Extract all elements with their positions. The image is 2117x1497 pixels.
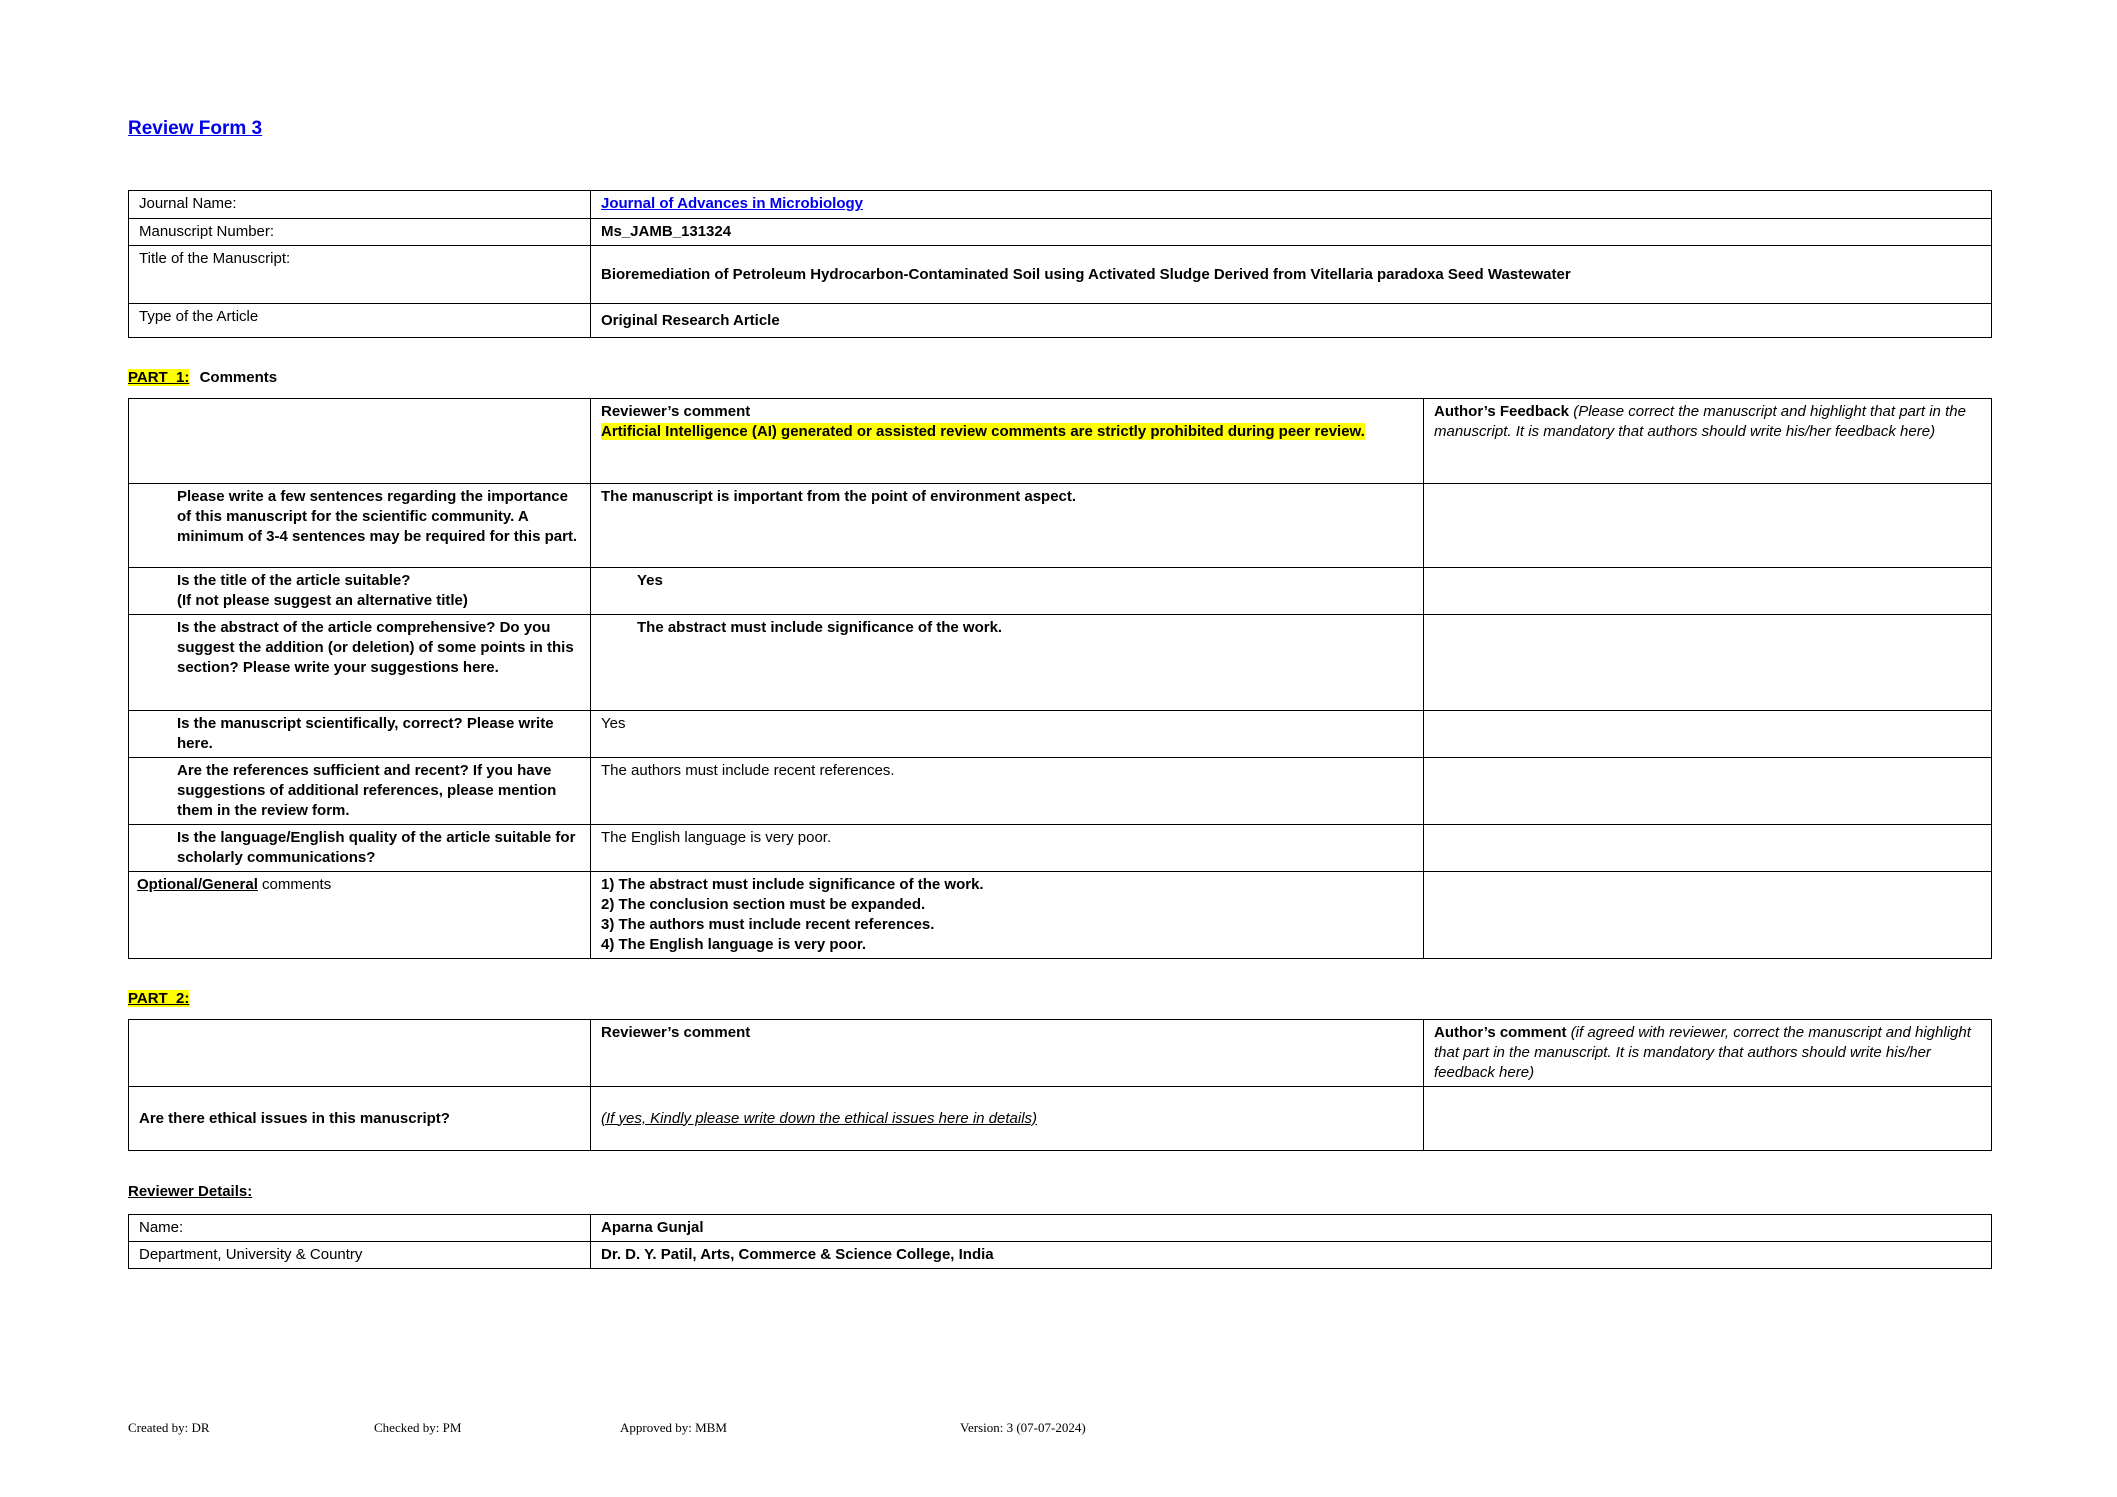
optional-general-label-strong: Optional/General — [137, 876, 258, 893]
optional-comment-line: 2) The conclusion section must be expanded. — [601, 896, 926, 913]
question-importance: Please write a few sentences regarding the importance of this manuscript for the scientific community. A minimum of 3-4 sentences may be required for this part. — [129, 484, 591, 568]
manuscript-info-table — [128, 190, 1992, 338]
reviewer-comment-language-quality: The English language is very poor. — [591, 825, 1424, 872]
footer-approved-by: Approved by: MBM — [620, 1420, 727, 1435]
part1-comments-table — [128, 398, 1992, 959]
part1-author-feedback-header-cell — [1424, 399, 1992, 484]
table-row — [129, 1087, 1992, 1151]
table-row — [129, 615, 1992, 711]
table-row — [129, 246, 1992, 304]
optional-general-label-rest: comments — [257, 876, 332, 893]
reviewer-name-label: Name: — [129, 1215, 591, 1242]
table-header-row — [129, 399, 1992, 484]
part2-label: PART 2: — [128, 990, 190, 1007]
author-feedback-header: Author’s Feedback — [1434, 403, 1570, 420]
author-feedback-cell — [1424, 711, 1992, 758]
question-title-suitable-line1: Is the title of the article suitable? — [177, 572, 411, 589]
table-row — [129, 191, 1992, 219]
table-row — [129, 758, 1992, 825]
optional-comment-line: 1) The abstract must include significance of the work. — [601, 876, 984, 893]
table-row — [129, 219, 1992, 246]
journal-link[interactable]: Journal of Advances in Microbiology — [601, 195, 863, 212]
table-row — [129, 568, 1992, 615]
question-title-suitable — [129, 568, 591, 615]
part2-author-comment-header: Author’s comment — [1434, 1024, 1567, 1041]
part1-header-empty-cell — [129, 399, 591, 484]
reviewer-comment-references: The authors must include recent references. — [591, 758, 1424, 825]
manuscript-title-value: Bioremediation of Petroleum Hydrocarbon-Contaminated Soil using Activated Sludge Derived from Vitellaria paradoxa Seed Wastewater — [591, 246, 1992, 304]
document-page — [128, 118, 1992, 1269]
question-ethical-issues: Are there ethical issues in this manuscript? — [129, 1087, 591, 1151]
article-type-value: Original Research Article — [591, 304, 1992, 338]
part2-table — [128, 1019, 1992, 1151]
manuscript-title-label: Title of the Manuscript: — [129, 246, 591, 304]
ai-warning-text: Artificial Intelligence (AI) generated or assisted review comments are strictly prohibited during peer review. — [601, 423, 1365, 440]
reviewer-comment-importance: The manuscript is important from the point of environment aspect. — [591, 484, 1424, 568]
optional-comment-line: 3) The authors must include recent references. — [601, 916, 935, 933]
manuscript-number-label: Manuscript Number: — [129, 219, 591, 246]
table-row — [129, 711, 1992, 758]
reviewer-comment-abstract: The abstract must include significance of the work. — [591, 615, 1424, 711]
question-language-quality: Is the language/English quality of the article suitable for scholarly communications? — [129, 825, 591, 872]
table-row — [129, 484, 1992, 568]
part1-label-suffix: Comments — [199, 369, 278, 386]
author-feedback-cell — [1424, 484, 1992, 568]
author-comment-cell — [1424, 1087, 1992, 1151]
journal-name-label: Journal Name: — [129, 191, 591, 219]
reviewer-affiliation-value: Dr. D. Y. Patil, Arts, Commerce & Science College, India — [591, 1242, 1992, 1269]
reviewer-comment-ethical-issues — [591, 1087, 1424, 1151]
part1-heading — [128, 369, 1992, 386]
reviewer-affiliation-label: Department, University & Country — [129, 1242, 591, 1269]
part1-label: PART 1: — [128, 369, 190, 386]
table-header-row — [129, 1020, 1992, 1087]
author-feedback-cell — [1424, 758, 1992, 825]
author-feedback-cell — [1424, 568, 1992, 615]
question-references: Are the references sufficient and recent? If you have suggestions of additional references, please mention them in the review form. — [129, 758, 591, 825]
reviewer-comment-title-suitable: Yes — [591, 568, 1424, 615]
footer-version: Version: 3 (07-07-2024) — [960, 1420, 1086, 1435]
reviewer-details-table — [128, 1214, 1992, 1269]
question-abstract: Is the abstract of the article comprehensive? Do you suggest the addition (or deletion) of some points in this section? Please write your suggestions here. — [129, 615, 591, 711]
optional-general-label-cell — [129, 872, 591, 959]
reviewer-name-value: Aparna Gunjal — [591, 1215, 1992, 1242]
reviewer-comment-header: Reviewer’s comment — [601, 403, 751, 420]
question-title-suitable-line2: (If not please suggest an alternative title) — [177, 592, 468, 609]
reviewer-comment-scientifically-correct: Yes — [591, 711, 1424, 758]
part2-heading — [128, 990, 1992, 1007]
part2-reviewer-comment-header-cell — [591, 1020, 1424, 1087]
table-row — [129, 304, 1992, 338]
footer-created-by: Created by: DR — [128, 1420, 210, 1435]
table-row — [129, 1215, 1992, 1242]
optional-comment-line: 4) The English language is very poor. — [601, 936, 867, 953]
part2-author-comment-header-cell — [1424, 1020, 1992, 1087]
reviewer-comment-optional-general — [591, 872, 1424, 959]
author-feedback-cell — [1424, 615, 1992, 711]
table-row — [129, 1242, 1992, 1269]
article-type-label: Type of the Article — [129, 304, 591, 338]
manuscript-number-value: Ms_JAMB_131324 — [591, 219, 1992, 246]
author-feedback-note: (Please correct the manuscript and highlight that part in the manuscript. It is mandatory that authors should write his/her feedback here) — [1434, 403, 1966, 440]
question-scientifically-correct: Is the manuscript scientifically, correct? Please write here. — [129, 711, 591, 758]
part1-reviewer-comment-header-cell — [591, 399, 1424, 484]
part2-author-comment-note: (if agreed with reviewer, correct the manuscript and highlight that part in the manuscript. It is mandatory that authors should write his/her feedback here) — [1434, 1024, 1971, 1081]
page-title: Review Form 3 — [128, 118, 263, 139]
part2-reviewer-comment-header: Reviewer’s comment — [601, 1024, 751, 1041]
author-feedback-cell — [1424, 872, 1992, 959]
author-feedback-cell — [1424, 825, 1992, 872]
part2-header-empty-cell — [129, 1020, 591, 1087]
ethical-issues-placeholder: (If yes, Kindly please write down the ethical issues here in details) — [601, 1109, 1038, 1127]
table-row — [129, 872, 1992, 959]
table-row — [129, 825, 1992, 872]
footer-checked-by: Checked by: PM — [374, 1420, 462, 1435]
reviewer-details-heading: Reviewer Details: — [128, 1183, 253, 1200]
